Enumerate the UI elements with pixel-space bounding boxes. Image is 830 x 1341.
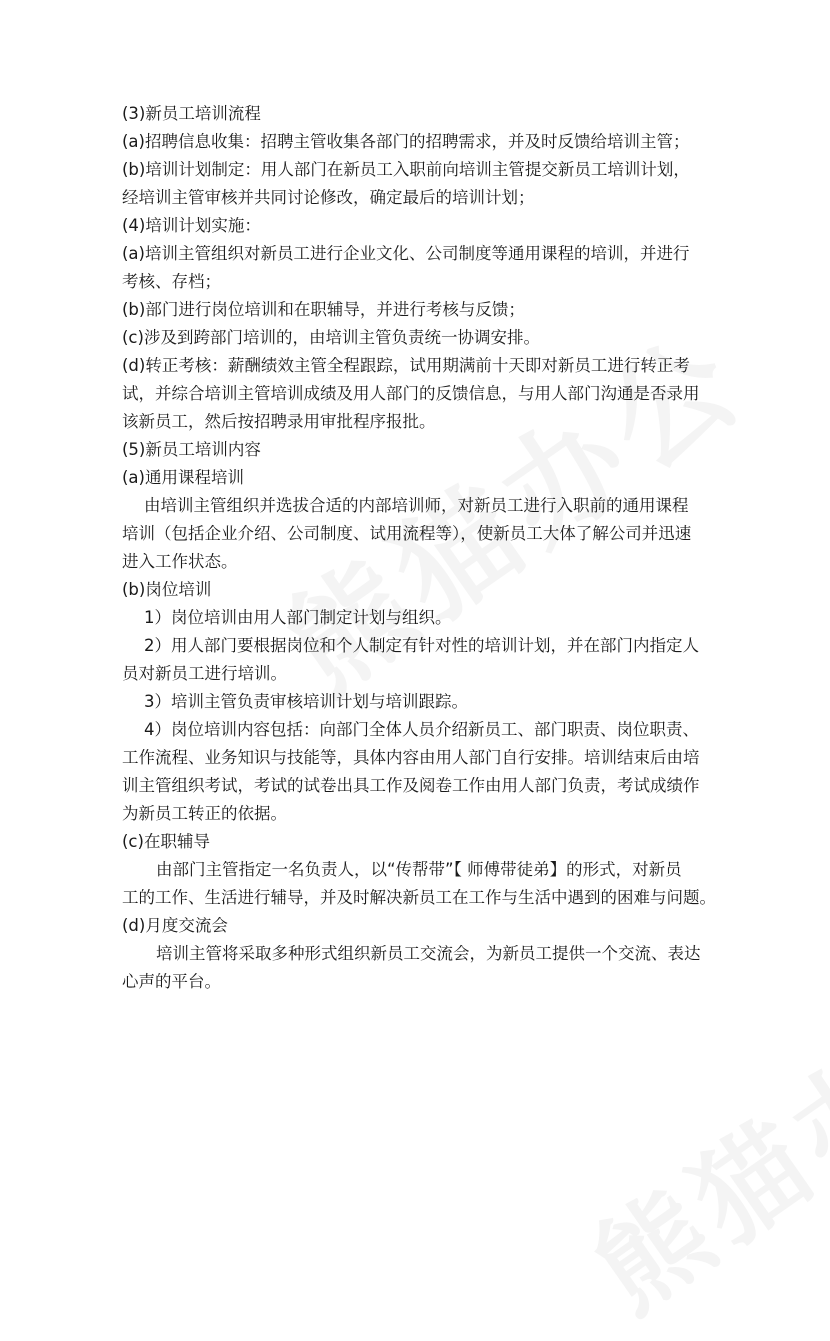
text-line: 员对新员工进行培训。 (122, 664, 287, 683)
text-line: 由培训主管组织并选拔合适的内部培训师，对新员工进行入职前的通用课程 (144, 496, 689, 515)
section-heading: (5)新员工培训内容 (122, 440, 261, 459)
text-line: (c)涉及到跨部门培训的，由培训主管负责统一协调安排。 (122, 328, 540, 347)
text-line: (b)培训计划制定：用人部门在新员工入职前向培训主管提交新员工培训计划， (122, 160, 690, 179)
text-line: (a)招聘信息收集：招聘主管收集各部门的招聘需求，并及时反馈给培训主管； (122, 132, 690, 151)
text-line: 心声的平台。 (122, 972, 221, 991)
list-item: 2）用人部门要根据岗位和个人制定有针对性的培训计划，并在部门内指定人 (144, 636, 699, 655)
text-line: 工作流程、业务知识与技能等，具体内容由用人部门自行安排。培训结束后由培 (122, 748, 700, 767)
list-item: 4）岗位培训内容包括：向部门全体人员介绍新员工、部门职责、岗位职责、 (144, 720, 699, 739)
text-line: 经培训主管审核并共同讨论修改，确定最后的培训计划； (122, 188, 535, 207)
text-line: 进入工作状态。 (122, 552, 238, 571)
text-line: 训主管组织考试，考试的试卷出具工作及阅卷工作由用人部门负责，考试成绩作 (122, 776, 700, 795)
subsection-heading: (a)通用课程培训 (122, 468, 244, 487)
text-line: (b)部门进行岗位培训和在职辅导，并进行考核与反馈； (122, 300, 525, 319)
subsection-heading: (d)月度交流会 (122, 916, 228, 935)
text-line: 培训（包括企业介绍、公司制度、试用流程等），使新员工大体了解公司并迅速 (122, 524, 692, 543)
subsection-heading: (c)在职辅导 (122, 832, 210, 851)
document-body (122, 100, 716, 996)
text-line: 工的工作、生活进行辅导，并及时解决新员工在工作与生活中遇到的困难与问题。 (122, 888, 716, 907)
text-line: 由部门主管指定一名负责人，以“传帮带”【 师傅带徒弟】的形式，对新员 (156, 860, 682, 879)
section-heading: (4)培训计划实施： (122, 216, 261, 235)
text-line: 为新员工转正的依据。 (122, 804, 287, 823)
section-heading: (3)新员工培训流程 (122, 104, 261, 123)
subsection-heading: (b)岗位培训 (122, 580, 212, 599)
text-line: 试，并综合培训主管培训成绩及用人部门的反馈信息，与用人部门沟通是否录用 (122, 384, 700, 403)
list-item: 3）培训主管负责审核培训计划与培训跟踪。 (144, 692, 468, 711)
list-item: 1）岗位培训由用人部门制定计划与组织。 (144, 608, 452, 627)
text-line: 该新员工，然后按招聘录用审批程序报批。 (122, 412, 436, 431)
text-line: 培训主管将采取多种形式组织新员工交流会，为新员工提供一个交流、表达 (156, 944, 701, 963)
text-line: (a)培训主管组织对新员工进行企业文化、公司制度等通用课程的培训，并进行 (122, 244, 690, 263)
text-line: 考核、存档； (122, 272, 221, 291)
text-line: (d)转正考核：薪酬绩效主管全程跟踪，试用期满前十天即对新员工进行转正考 (122, 356, 690, 375)
watermark (558, 937, 830, 1341)
